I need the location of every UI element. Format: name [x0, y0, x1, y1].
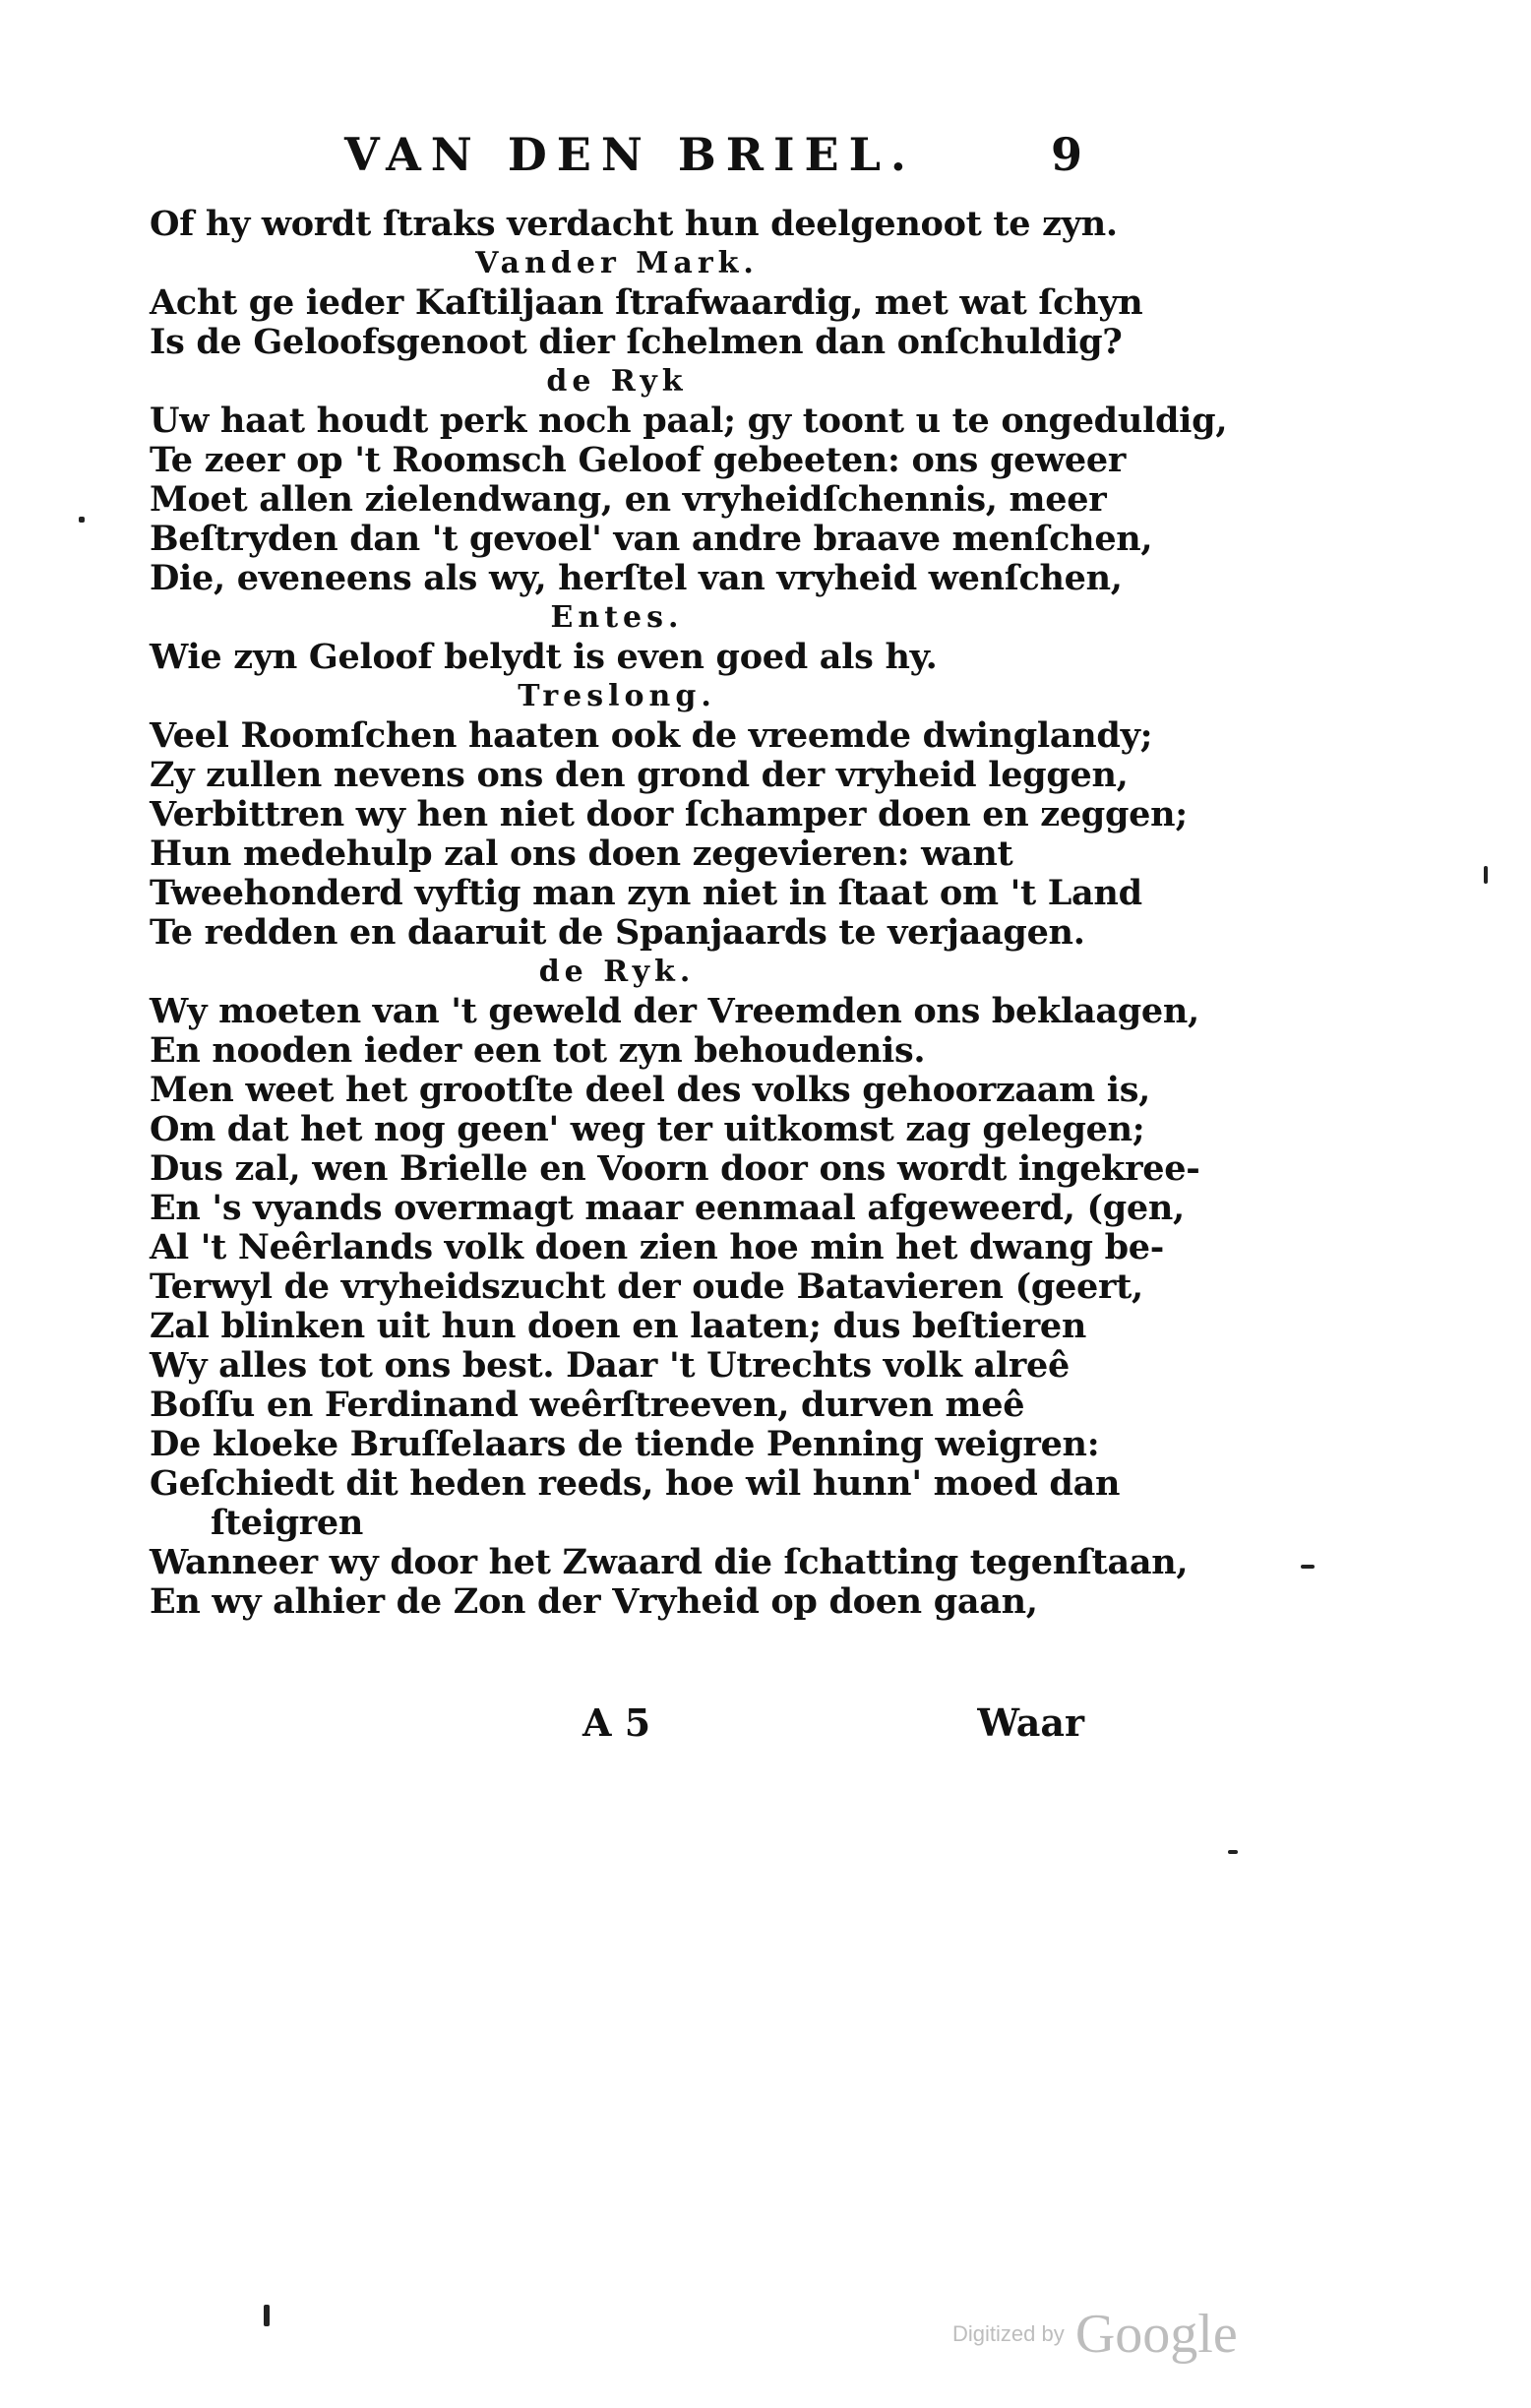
- speaker-heading: Treslong.: [518, 679, 716, 713]
- verse-line: Wy moeten van 't geweld der Vreemden ons beklaagen,: [150, 991, 1199, 1031]
- verse-line: Acht ge ieder Kaſtiljaan ſtrafwaardig, met wat ſchyn: [150, 282, 1143, 323]
- speaker-heading: de Ryk: [546, 364, 688, 399]
- speaker-heading: Vander Mark.: [475, 246, 759, 280]
- verse-line: Te zeer op 't Roomsch Geloof gebeeten: ons geweer: [150, 440, 1126, 480]
- verse-line: Tweehonderd vyftig man zyn niet in ſtaat om 't Land: [150, 873, 1142, 913]
- verse-line: Boſſu en Ferdinand weêrſtreeven, durven meê: [150, 1385, 1025, 1425]
- verse-line: Wanneer wy door het Zwaard die ſchatting tegenſtaan,: [150, 1542, 1189, 1582]
- verse-line: Hun medehulp zal ons doen zegevieren: want: [150, 834, 1013, 874]
- page-footer: [150, 1700, 1084, 1750]
- verse-line: Verbittren wy hen niet door ſchamper doen en zeggen;: [150, 794, 1188, 834]
- ink-speck: [1301, 1565, 1315, 1569]
- ink-speck: [264, 2305, 270, 2326]
- running-head-title: VAN DEN BRIEL.: [344, 128, 916, 181]
- verse-line: Moet allen zielendwang, en vryheidſchennis, meer: [150, 479, 1107, 520]
- verse-line: Al 't Neêrlands volk doen zien hoe min het dwang be-: [150, 1227, 1164, 1267]
- verse-line: Geſchiedt dit heden reeds, hoe wil hunn' moed dan: [150, 1463, 1121, 1504]
- verse-line: Te redden en daaruit de Spanjaards te verjaagen.: [150, 912, 1085, 953]
- verse-line: En nooden ieder een tot zyn behoudenis.: [150, 1030, 926, 1071]
- digitized-watermark: [952, 2303, 1238, 2365]
- verse-line: Beſtryden dan 't gevoel' van andre braave menſchen,: [150, 519, 1153, 559]
- verse-line: Uw haat houdt perk noch paal; gy toont u te ongeduldig,: [150, 401, 1228, 441]
- verse-line: Wy alles tot ons best. Daar 't Utrechts volk alreê: [150, 1345, 1070, 1386]
- verse-line: En 's vyands overmagt maar eenmaal afgeweerd, (gen,: [150, 1188, 1185, 1228]
- verse-line: Zal blinken uit hun doen en laaten; dus beſtieren: [150, 1306, 1087, 1346]
- speaker-heading: Entes.: [550, 600, 684, 635]
- verse-line: Is de Geloofsgenoot dier ſchelmen dan onſchuldig?: [150, 322, 1123, 362]
- text-block: [150, 204, 1228, 1622]
- ink-speck: [1228, 1850, 1238, 1854]
- verse-line: Men weet het grootſte deel des volks gehoorzaam is,: [150, 1070, 1151, 1110]
- running-head: [344, 128, 1092, 187]
- page-number: 9: [1050, 128, 1092, 181]
- verse-line: Om dat het nog geen' weg ter uitkomst zag gelegen;: [150, 1109, 1145, 1149]
- verse-line: Veel Roomſchen haaten ook de vreemde dwinglandy;: [150, 715, 1153, 756]
- verse-line: Terwyl de vryheidszucht der oude Batavieren (geert,: [150, 1266, 1143, 1307]
- verse-line: Wie zyn Geloof belydt is even goed als hy.: [150, 637, 938, 677]
- google-logo: Google: [1074, 2304, 1238, 2365]
- catchword: Waar: [977, 1700, 1084, 1745]
- verse-line: Of hy wordt ſtraks verdacht hun deelgenoot te zyn.: [150, 204, 1118, 244]
- verse-line: En wy alhier de Zon der Vryheid op doen gaan,: [150, 1581, 1038, 1622]
- verse-line: Die, eveneens als wy, herſtel van vryheid wenſchen,: [150, 558, 1123, 598]
- ink-speck: [79, 517, 85, 523]
- verse-line: De kloeke Bruſſelaars de tiende Penning weigren:: [150, 1424, 1100, 1464]
- digitized-by-label: Digitized by: [952, 2321, 1065, 2346]
- verse-line: Dus zal, wen Brielle en Voorn door ons wordt ingekree-: [150, 1148, 1200, 1189]
- ink-speck: [1484, 866, 1488, 884]
- verse-turnover: ſteigren: [211, 1503, 364, 1543]
- verse-line: Zy zullen nevens ons den grond der vryheid leggen,: [150, 755, 1129, 795]
- speaker-heading: de Ryk.: [538, 955, 696, 989]
- signature-mark: A 5: [582, 1700, 651, 1745]
